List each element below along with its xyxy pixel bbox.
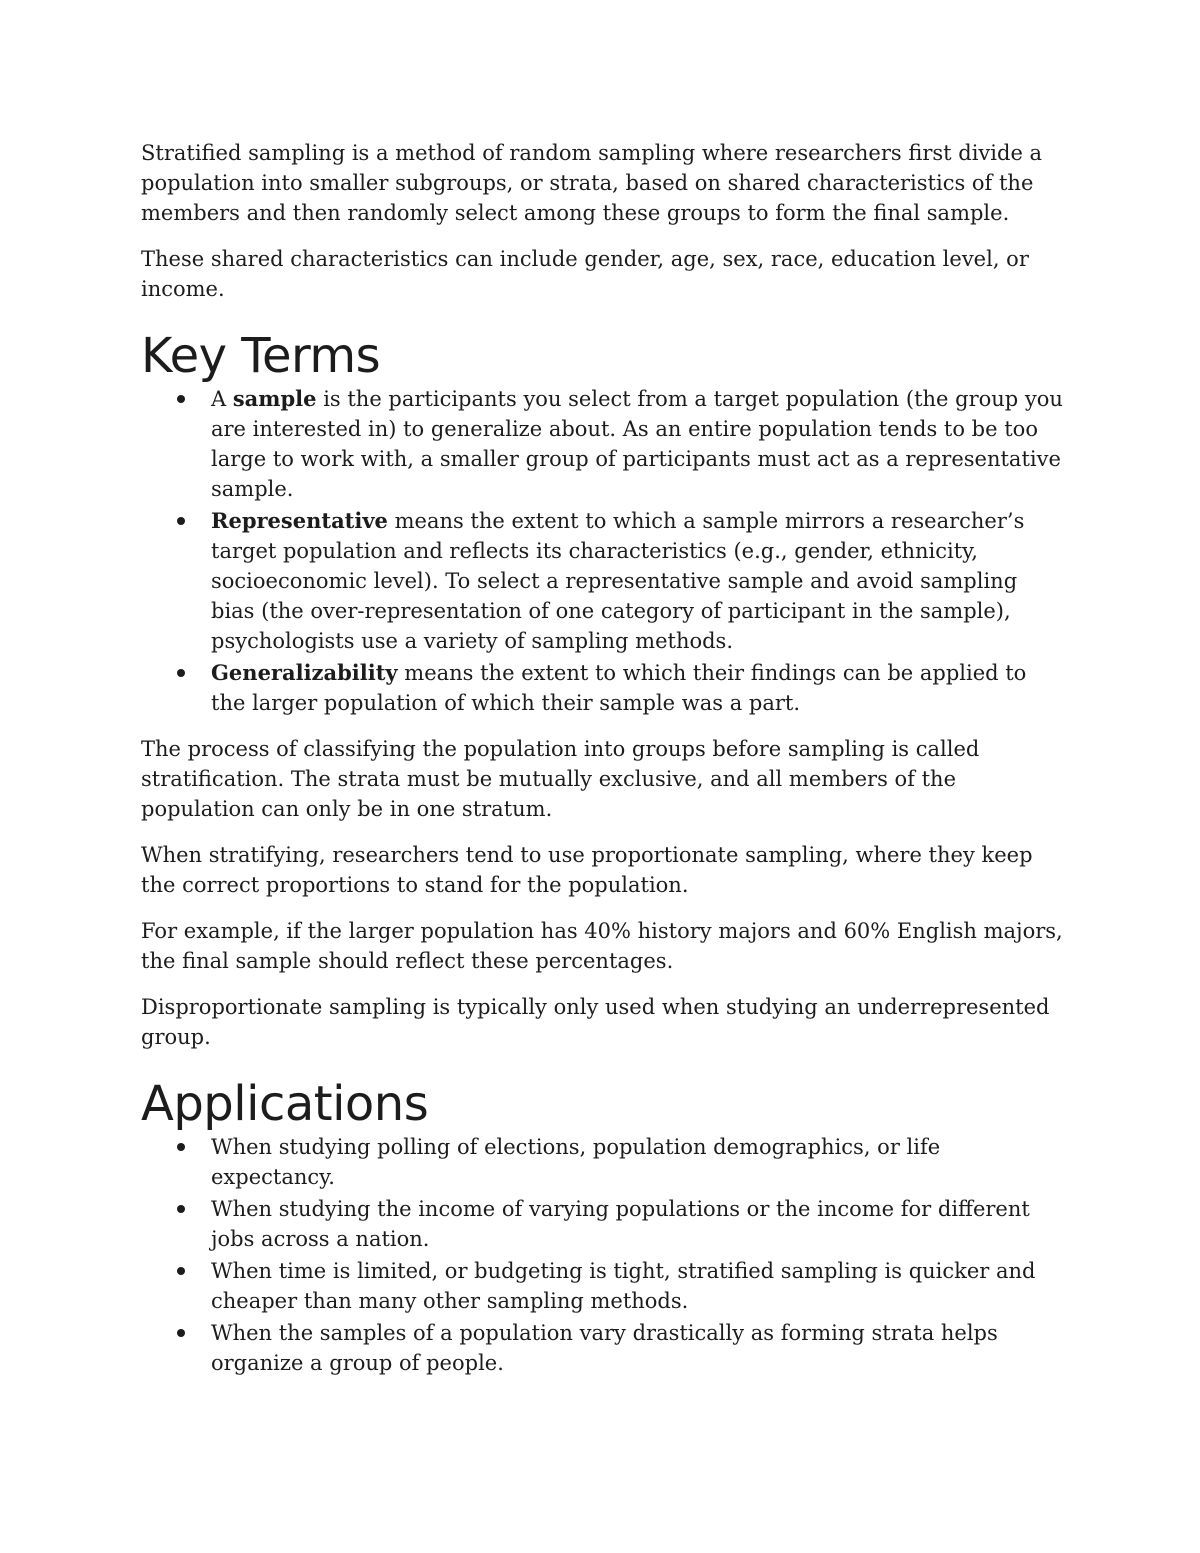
list-item: When studying the income of varying populations or the income for different jobs across a nation. — [211, 1194, 1066, 1254]
list-item: When time is limited, or budgeting is tight, stratified sampling is quicker and cheaper than many other sampling methods. — [211, 1256, 1066, 1316]
body-paragraph-example: For example, if the larger population has 40% history majors and 60% English majors, the final sample should reflect these percentages. — [141, 919, 1063, 973]
list-item — [211, 384, 1066, 504]
list-item — [211, 506, 1066, 656]
key-terms-heading: Key Terms — [141, 328, 381, 384]
body-paragraph-proportionate: When stratifying, researchers tend to use proportionate sampling, where they keep the correct proportions to stand for the population. — [141, 843, 1033, 897]
list-item: When the samples of a population vary drastically as forming strata helps organize a group of people. — [211, 1318, 1066, 1378]
intro-paragraph-1: Stratified sampling is a method of random sampling where researchers first divide a population into smaller subgroups, or strata, based on shared characteristics of the members and then randomly select among these groups to form the final sample. — [141, 141, 1043, 225]
applications-heading: Applications — [141, 1076, 429, 1132]
term-prefix: A — [211, 387, 233, 411]
term-sample: sample — [232, 386, 317, 411]
applications-list — [141, 1132, 1066, 1378]
term-generalizability: Generalizability — [211, 660, 398, 685]
key-terms-list — [141, 384, 1066, 718]
body-paragraph-disproportionate: Disproportionate sampling is typically only used when studying an underrepresented group. — [141, 995, 1050, 1049]
list-item — [211, 658, 1066, 718]
term-definition: means the extent to which their findings can be applied to the larger population of which their sample was a part. — [211, 661, 1027, 715]
body-paragraph-stratification: The process of classifying the population into groups before sampling is called stratification. The strata must be mutually exclusive, and all members of the population can only be in one stratum. — [141, 737, 980, 821]
list-item: When studying polling of elections, population demographics, or life expectancy. — [211, 1132, 1066, 1192]
term-definition: is the participants you select from a target population (the group you are interested in) to generalize about. As an entire population tends to be too large to work with, a smaller group of participants must act as a representative sample. — [211, 387, 1063, 501]
intro-paragraph-2: These shared characteristics can include gender, age, sex, race, education level, or income. — [141, 247, 1029, 301]
document-page — [141, 138, 1066, 1394]
term-representative: Representative — [211, 508, 388, 533]
term-definition: means the extent to which a sample mirrors a researcher’s target population and reflects its characteristics (e.g., gender, ethnicity, socioeconomic level). To select a representative sample and avoid sampling bias (the over-representation of one category of participant in the sample), psychologists use a variety of sampling methods. — [211, 509, 1025, 653]
